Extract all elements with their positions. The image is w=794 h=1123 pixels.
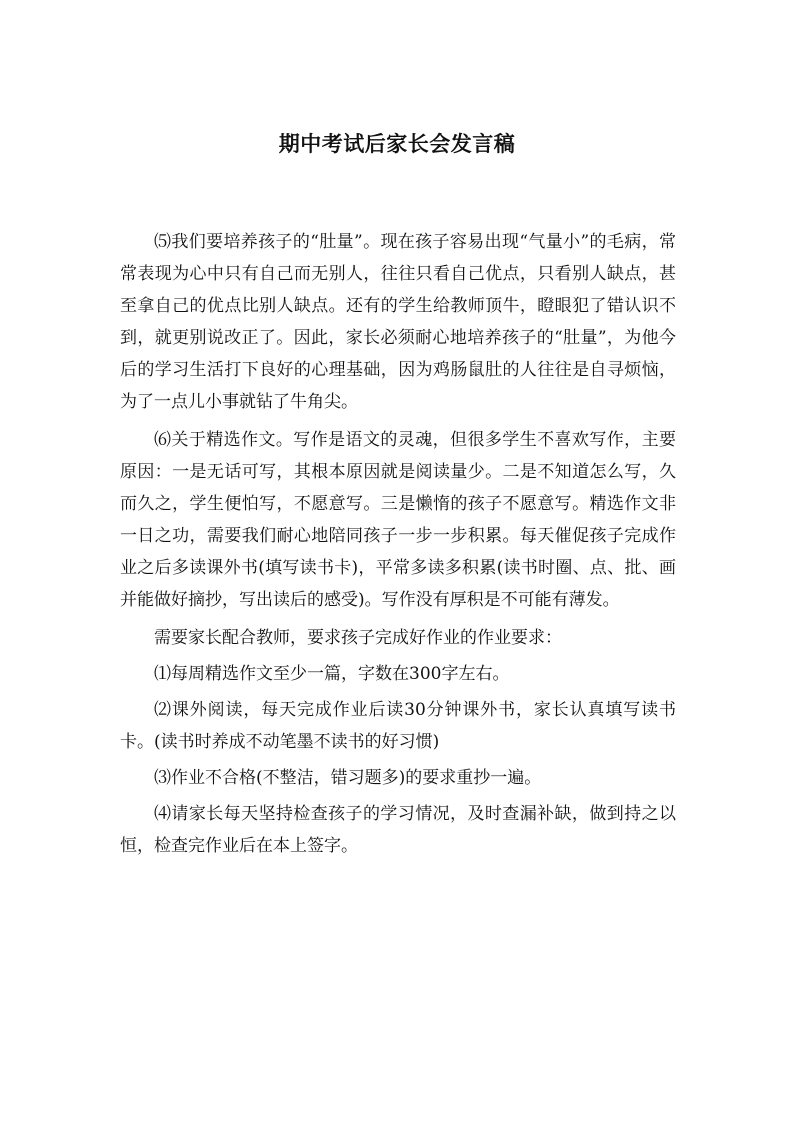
document-body xyxy=(120,226,676,866)
requirement-item-2: ⑵课外阅读，每天完成作业后读30分钟课外书，家长认真填写读书卡。(读书时养成不动笔墨不读书的好习惯) xyxy=(120,700,676,752)
homework-requirements-intro: 需要家长配合教师，要求孩子完成好作业的作业要求： xyxy=(154,628,562,648)
requirement-item-3: ⑶作业不合格(不整洁，错习题多)的要求重抄一遍。 xyxy=(154,768,542,788)
paragraph-6-selected-composition: ⑹关于精选作文。写作是语文的灵魂，但很多学生不喜欢写作，主要原因：一是无话可写，其根本原因就是阅读量少。二是不知道怎么写，久而久之，学生便怕写，不愿意写。三是懒惰的孩子不愿意写。精选作文非一日之功，需要我们耐心地陪同孩子一步一步积累。每天催促孩子完成作业之后多读课外书(填写读书卡)，平常多读多积累(读书时圈、点、批、画并能做好摘抄，写出读后的感受)。写作没有厚积是不可能有薄发。 xyxy=(120,430,676,610)
requirement-item-4: ⑷请家长每天坚持检查孩子的学习情况，及时查漏补缺，做到持之以恒，检查完作业后在本上签字。 xyxy=(120,804,676,856)
page-title: 期中考试后家长会发言稿 xyxy=(278,131,516,156)
paragraph-5-magnanimity: ⑸我们要培养孩子的“肚量”。现在孩子容易出现“气量小”的毛病，常常表现为心中只有自己而无别人，往往只看自己优点，只看别人缺点，甚至拿自己的优点比别人缺点。还有的学生给教师顶牛，瞪眼犯了错认识不到，就更别说改正了。因此，家长必须耐心地培养孩子的“肚量”，为他今后的学习生活打下良好的心理基础，因为鸡肠鼠肚的人往往是自寻烦恼，为了一点儿小事就钻了牛角尖。 xyxy=(120,232,676,412)
requirement-item-1: ⑴每周精选作文至少一篇，字数在300字左右。 xyxy=(154,664,510,684)
